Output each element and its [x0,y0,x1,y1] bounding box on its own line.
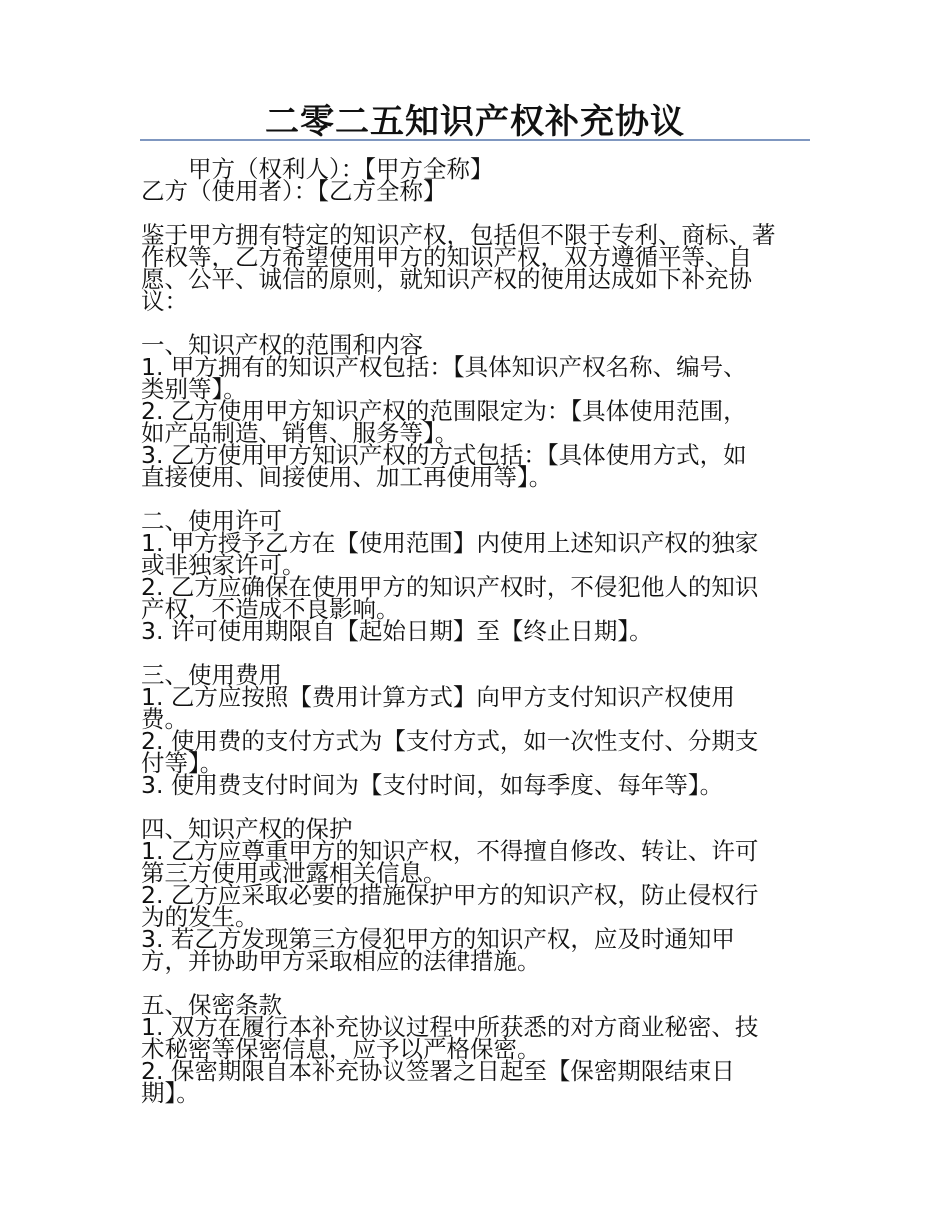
section-line: 产权，不造成不良影响。 [141,595,400,623]
section-line: 2. 使用费的支付方式为【支付方式，如一次性支付、分期支 [141,727,759,755]
party-a-line: 甲方（权利人）：【甲方全称】 [188,155,494,183]
section-line: 2. 乙方应采取必要的措施保护甲方的知识产权，防止侵权行 [141,881,759,909]
section-license [141,507,811,645]
section-line: 直接使用、间接使用、加工再使用等】。 [141,463,553,491]
section-line: 1. 乙方应按照【费用计算方式】向甲方支付知识产权使用 [141,683,735,711]
section-heading: 一、知识产权的范围和内容 [141,331,423,359]
section-line: 3. 乙方使用甲方知识产权的方式包括：【具体使用方式，如 [141,441,747,469]
section-line: 2. 乙方使用甲方知识产权的范围限定为：【具体使用范围， [141,397,747,425]
section-line: 1. 双方在履行本补充协议过程中所获悉的对方商业秘密、技 [141,1013,759,1041]
title-underline [140,139,810,141]
document-body [141,155,811,1107]
preamble-line: 议： [141,287,188,315]
party-b-line: 乙方（使用者）：【乙方全称】 [141,177,447,205]
document-title: 二零二五知识产权补充协议 [265,102,685,142]
section-line: 第三方使用或泄露相关信息。 [141,859,447,887]
preamble-line: 鉴于甲方拥有特定的知识产权，包括但不限于专利、商标、著 [141,221,776,249]
section-line: 费。 [141,705,188,733]
preamble-line: 作权等，乙方希望使用甲方的知识产权，双方遵循平等、自 [141,243,752,271]
section-line: 2. 乙方应确保在使用甲方的知识产权时，不侵犯他人的知识 [141,573,759,601]
section-heading: 五、保密条款 [141,991,282,1019]
section-line: 为的发生。 [141,903,259,931]
section-line: 期】。 [141,1079,200,1107]
section-line: 3. 若乙方发现第三方侵犯甲方的知识产权，应及时通知甲 [141,925,735,953]
section-line: 付等】。 [141,749,224,777]
section-line: 或非独家许可。 [141,551,306,579]
section-line: 1. 甲方拥有的知识产权包括：【具体知识产权名称、编号、 [141,353,747,381]
section-line: 2. 保密期限自本补充协议签署之日起至【保密期限结束日 [141,1057,735,1085]
section-scope [141,331,811,491]
section-line: 术秘密等保密信息，应予以严格保密。 [141,1035,541,1063]
section-line: 如产品制造、销售、服务等】。 [141,419,459,447]
section-line: 类别等】。 [141,375,247,403]
section-line: 3. 许可使用期限自【起始日期】至【终止日期】。 [141,617,653,645]
section-line: 方，并协助甲方采取相应的法律措施。 [141,947,541,975]
section-protection [141,815,811,975]
preamble [141,221,811,315]
section-confidentiality [141,991,811,1107]
section-fees [141,661,811,799]
section-heading: 三、使用费用 [141,661,282,689]
section-line: 3. 使用费支付时间为【支付时间，如每季度、每年等】。 [141,771,724,799]
preamble-line: 愿、公平、诚信的原则，就知识产权的使用达成如下补充协 [141,265,752,293]
section-heading: 四、知识产权的保护 [141,815,353,843]
section-line: 1. 甲方授予乙方在【使用范围】内使用上述知识产权的独家 [141,529,759,557]
section-heading: 二、使用许可 [141,507,282,535]
section-line: 1. 乙方应尊重甲方的知识产权，不得擅自修改、转让、许可 [141,837,759,865]
